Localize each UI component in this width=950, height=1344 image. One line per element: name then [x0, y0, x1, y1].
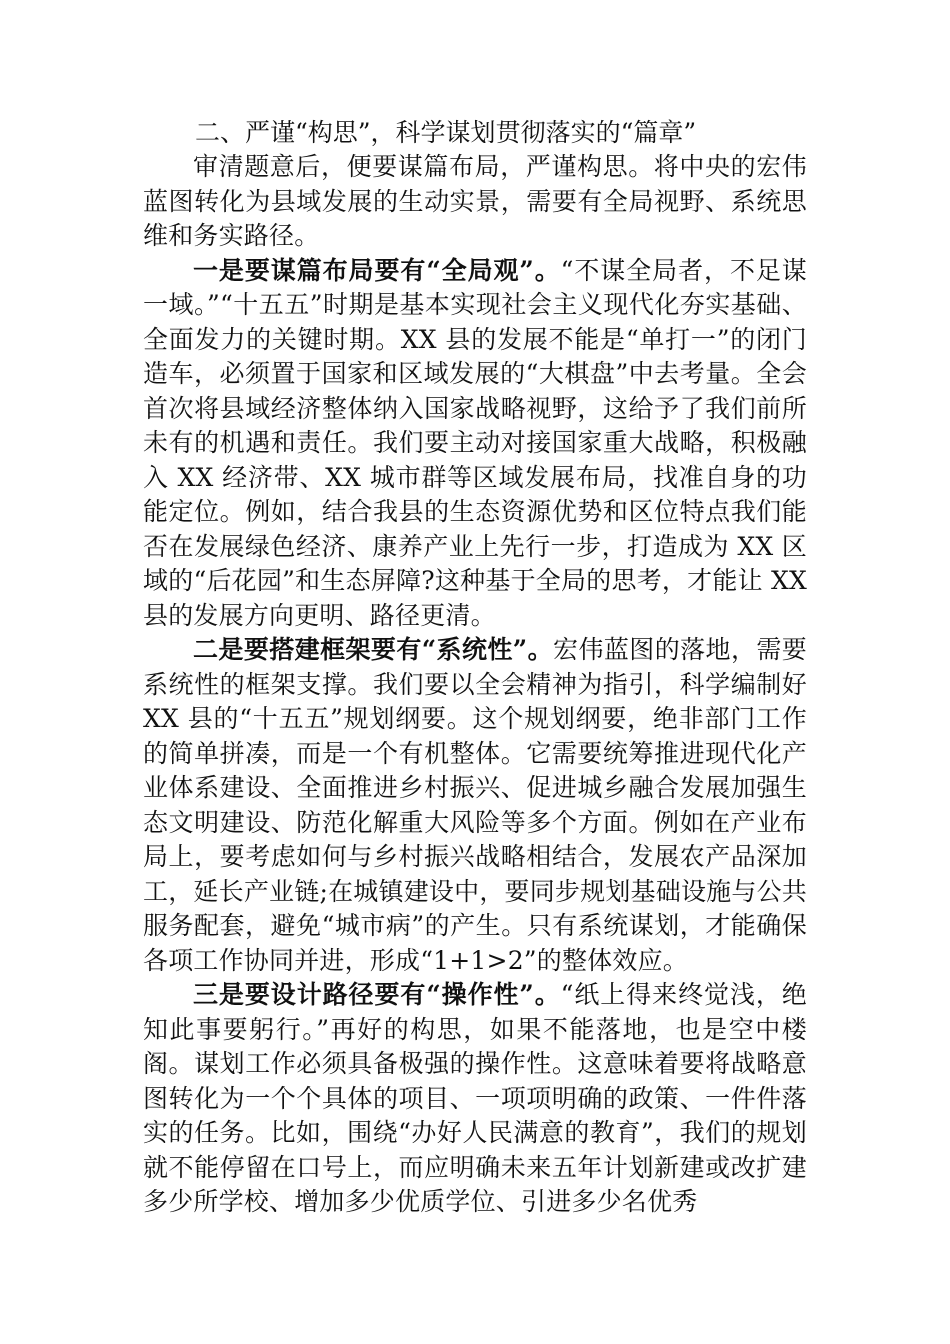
point-lead-2: 二是要搭建框架要有“系统性”。 [193, 635, 554, 664]
point-paragraph-2 [143, 633, 807, 978]
section-heading: 二、严谨“构思”，科学谋划贯彻落实的“篇章” [195, 118, 697, 147]
point-body-1: “不谋全局者，不足谋一域。”“十五五”时期是基本实现社会主义现代化夯实基础、全面发力的关键时期。XX 县的发展不能是“单打一”的闭门造车，必须置于国家和区域发展的“大棋盘”中去考量。全会首次将县域经济整体纳入国家战略视野，这给予了我们前所未有的机遇和责任。我们要主动对接国家重大战略，积极融入 XX 经济带、XX 城市群等区域发展布局，找准自身的功能定位。例如，结合我县的生态资源优势和区位特点我们能否在发展绿色经济、康养产业上先行一步，打造成为 XX 区域的“后花园”和生态屏障?这种基于全局的思考，才能让 XX 县的发展方向更明、路径更清。 [143, 255, 807, 630]
document-body [143, 116, 807, 1220]
point-body-3: “纸上得来终觉浅，绝知此事要躬行。”再好的构思，如果不能落地，也是空中楼阁。谋划工作必须具备极强的操作性。这意味着要将战略意图转化为一个个具体的项目、一项项明确的政策、一件件落实的任务。比如，围绕“办好人民满意的教育”，我们的规划就不能停留在口号上，而应明确未来五年计划新建或改扩建多少所学校、增加多少优质学位、引进多少名优秀 [143, 980, 807, 1216]
point-lead-3: 三是要设计路径要有“操作性”。 [193, 980, 561, 1009]
point-lead-1: 一是要谋篇布局要有“全局观”。 [193, 255, 561, 285]
point-body-2: 宏伟蓝图的落地，需要系统性的框架支撑。我们要以全会精神为指引，科学编制好 XX 县的“十五五”规划纲要。这个规划纲要，绝非部门工作的简单拼凑，而是一个有机整体。它需要统筹推进现代化产业体系建设、全面推进乡村振兴、促进城乡融合发展加强生态文明建设、防范化解重大风险等多个方面。例如在产业布局上，要考虑如何与乡村振兴战略相结合，发展农产品深加工，延长产业链;在城镇建设中，要同步规划基础设施与公共服务配套，避免“城市病”的产生。只有系统谋划，才能确保各项工作协同并进，形成“1+1>2”的整体效应。 [143, 635, 807, 975]
point-paragraph-1 [143, 254, 807, 634]
point-paragraph-3 [143, 978, 807, 1220]
intro-paragraph: 审清题意后，便要谋篇布局，严谨构思。将中央的宏伟蓝图转化为县域发展的生动实景，需要有全局视野、系统思维和务实路径。 [143, 152, 807, 250]
